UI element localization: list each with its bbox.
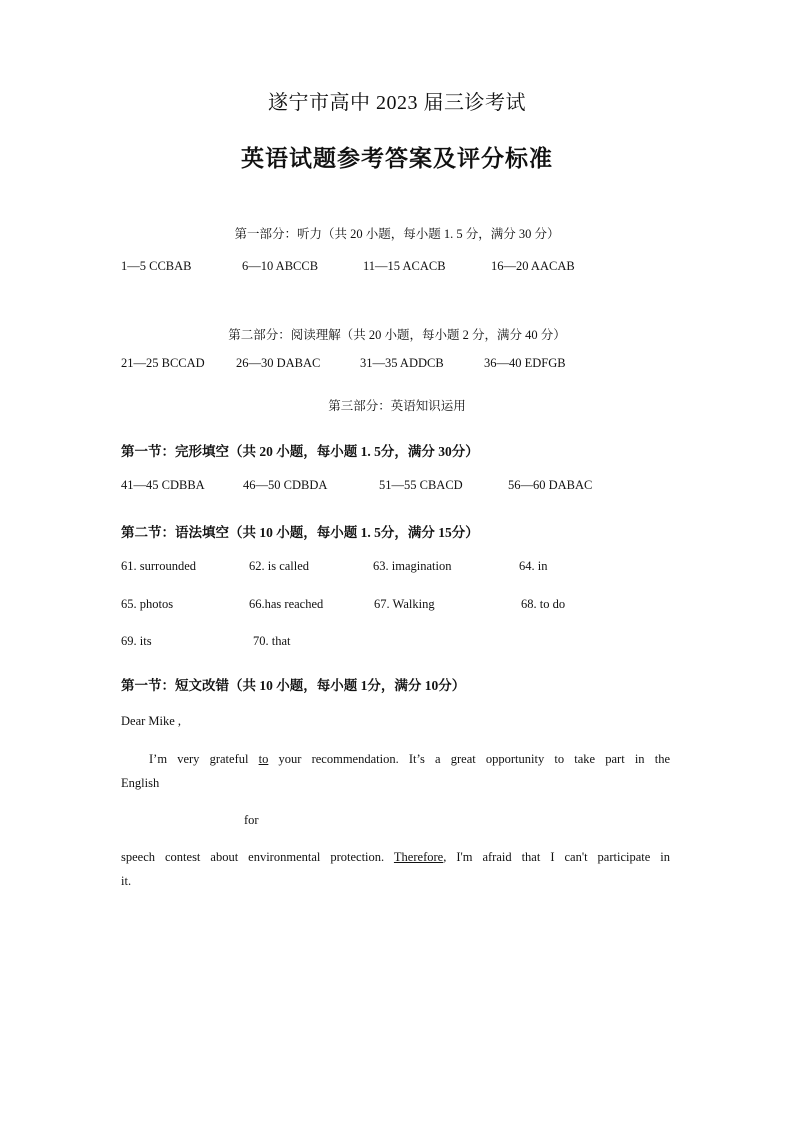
letter-greeting: Dear Mike ,: [121, 714, 182, 728]
cloze-heading: 第一节：完形填空（共 20 小题，每小题 1. 5分，满分 30分）: [121, 444, 479, 459]
grammar-answer-65: 65. photos: [121, 597, 174, 611]
letter-line-1: [149, 752, 670, 767]
part3-heading: 第三部分：英语知识运用: [328, 399, 466, 413]
part1-answer-1: 1—5 CCBAB: [121, 259, 192, 273]
part2-heading: 第二部分：阅读理解（共 20 小题，每小题 2 分，满分 40 分）: [228, 328, 566, 342]
letter-line-2: [121, 850, 670, 865]
grammar-answer-63: 63. imagination: [373, 559, 452, 573]
part2-answer-3: 31—35 ADDCB: [360, 356, 444, 370]
letter-line-2-end: it.: [121, 874, 132, 888]
grammar-answer-61: 61. surrounded: [121, 559, 196, 573]
inserted-word: for: [244, 813, 259, 827]
cloze-answer-2: 46—50 CDBDA: [243, 478, 328, 492]
part2-answer-2: 26—30 DABAC: [236, 356, 321, 370]
underlined-word-to: to: [258, 752, 269, 766]
line1-text-a: I’m very grateful: [149, 752, 259, 766]
part1-answer-2: 6—10 ABCCB: [242, 259, 319, 273]
part1-heading: 第一部分：听力（共 20 小题，每小题 1. 5 分，满分 30 分）: [234, 227, 560, 241]
grammar-answer-69: 69. its: [121, 634, 152, 648]
grammar-answer-66: 66.has reached: [249, 597, 324, 611]
line2-text-a: speech contest about environmental protection.: [121, 850, 394, 864]
line1-text-b: your recommendation. It’s a great opportunity to take part in the: [268, 752, 670, 766]
grammar-answer-62: 62. is called: [249, 559, 310, 573]
grammar-answer-67: 67. Walking: [374, 597, 435, 611]
cloze-answer-4: 56—60 DABAC: [508, 478, 593, 492]
grammar-answer-64: 64. in: [519, 559, 548, 573]
part2-answer-1: 21—25 BCCAD: [121, 356, 205, 370]
cloze-answer-1: 41—45 CDBBA: [121, 478, 205, 492]
cloze-answer-3: 51—55 CBACD: [379, 478, 463, 492]
part1-answer-3: 11—15 ACACB: [363, 259, 446, 273]
line2-text-b: , I'm afraid that I can't participate in: [443, 850, 670, 864]
exam-title: 遂宁市高中 2023 届三诊考试: [268, 92, 526, 114]
letter-line-1-end: English: [121, 776, 160, 790]
correction-heading: 第一节：短文改错（共 10 小题，每小题 1分，满分 10分）: [121, 678, 466, 693]
part2-answer-4: 36—40 EDFGB: [484, 356, 566, 370]
underlined-word-therefore: Therefore: [393, 850, 444, 864]
grammar-heading: 第二节：语法填空（共 10 小题，每小题 1. 5分，满分 15分）: [121, 525, 479, 540]
grammar-answer-70: 70. that: [253, 634, 291, 648]
part1-answer-4: 16—20 AACAB: [491, 259, 575, 273]
grammar-answer-68: 68. to do: [521, 597, 566, 611]
exam-subtitle: 英语试题参考答案及评分标准: [241, 146, 553, 171]
